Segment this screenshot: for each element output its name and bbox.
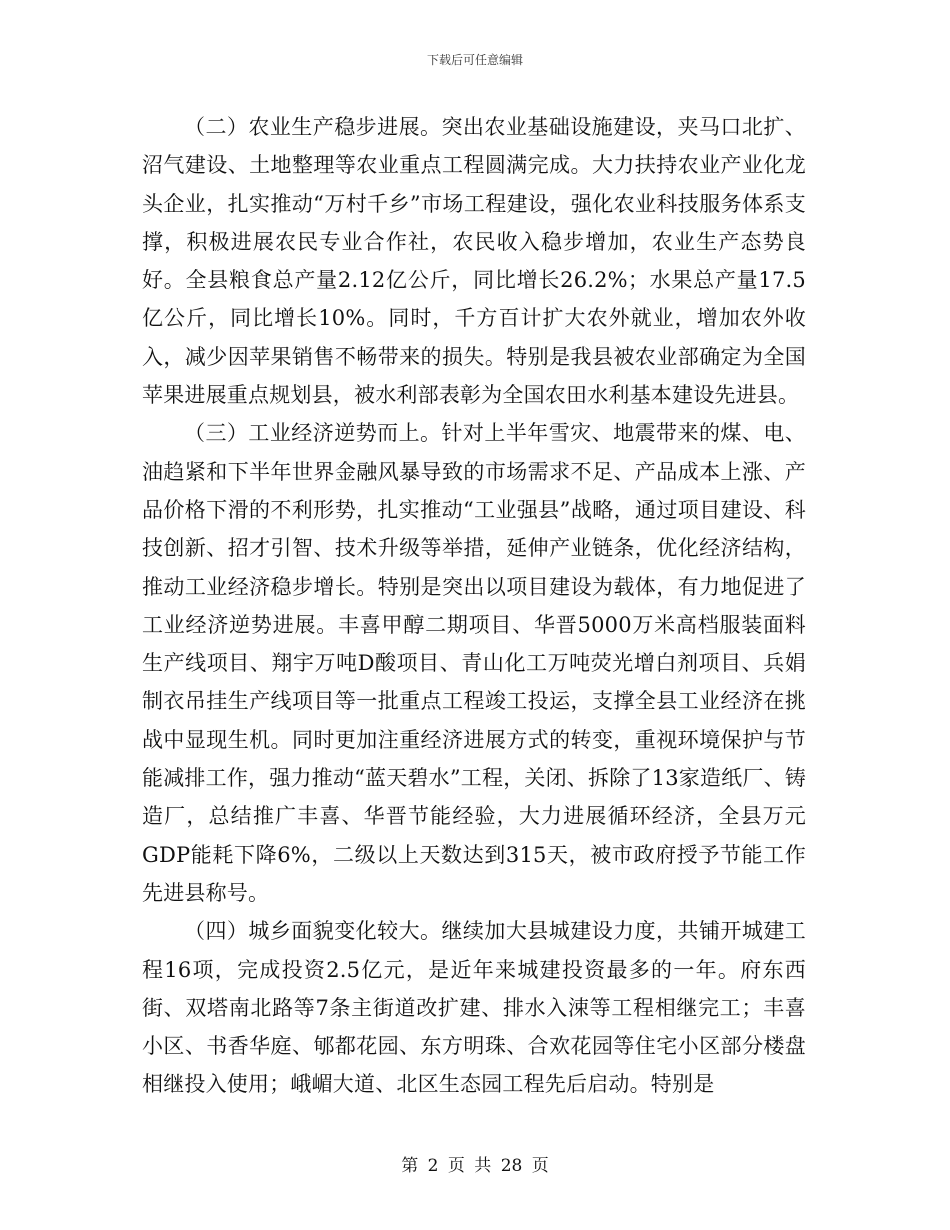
paragraph-urban-rural: （四）城乡面貌变化较大。继续加大县城建设力度，共铺开城建工程16项，完成投资2.5亿元，是近年来城建投资最多的一年。府东西街、双塔南北路等7条主街道改扩建、排水入涑等工程相继完工；丰喜小区、书香华庭、郇都花园、东方明珠、合欢花园等住宅小区部分楼盘相继投入使用；峨嵋大道、北区生态园工程先后启动。特别是 [142, 919, 806, 1097]
document-body [142, 108, 806, 1104]
paragraph-agriculture: （二）农业生产稳步进展。突出农业基础设施建设，夹马口北扩、沼气建设、土地整理等农业重点工程圆满完成。大力扶持农业产业化龙头企业，扎实推动“万村千乡”市场工程建设，强化农业科技服务体系支撑，积极进展农民专业合作社，农民收入稳步增加，农业生产态势良好。全县粮食总产量2.12亿公斤，同比增长26.2%；水果总产量17.5亿公斤，同比增长10%。同时，千方百计扩大农外就业，增加农外收入，减少因苹果销售不畅带来的损失。特别是我县被农业部确定为全国苹果进展重点规划县，被水利部表彰为全国农田水利基本建设先进县。 [142, 115, 806, 408]
page-footer: 第 2 页 共 28 页 [401, 1156, 549, 1176]
page-header: 下载后可任意编辑 [426, 53, 523, 67]
paragraph-industry: （三）工业经济逆势而上。针对上半年雪灾、地震带来的煤、电、油趋紧和下半年世界金融风暴导致的市场需求不足、产品成本上涨、产品价格下滑的不利形势，扎实推动“工业强县”战略，通过项目建设、科技创新、招才引智、技术升级等举措，延伸产业链条，优化经济结构，推动工业经济稳步增长。特别是突出以项目建设为载体，有力地促进了工业经济逆势进展。丰喜甲醇二期项目、华晋5000万米高档服装面料生产线项目、翔宇万吨D酸项目、青山化工万吨荧光增白剂项目、兵娟制衣吊挂生产线项目等一批重点工程竣工投运，支撑全县工业经济在挑战中显现生机。同时更加注重经济进展方式的转变，重视环境保护与节能减排工作，强力推动“蓝天碧水”工程，关闭、拆除了13家造纸厂、铸造厂，总结推广丰喜、华晋节能经验，大力进展循环经济，全县万元GDP能耗下降6%，二级以上天数达到315天，被市政府授予节能工作先进县称号。 [142, 421, 806, 905]
